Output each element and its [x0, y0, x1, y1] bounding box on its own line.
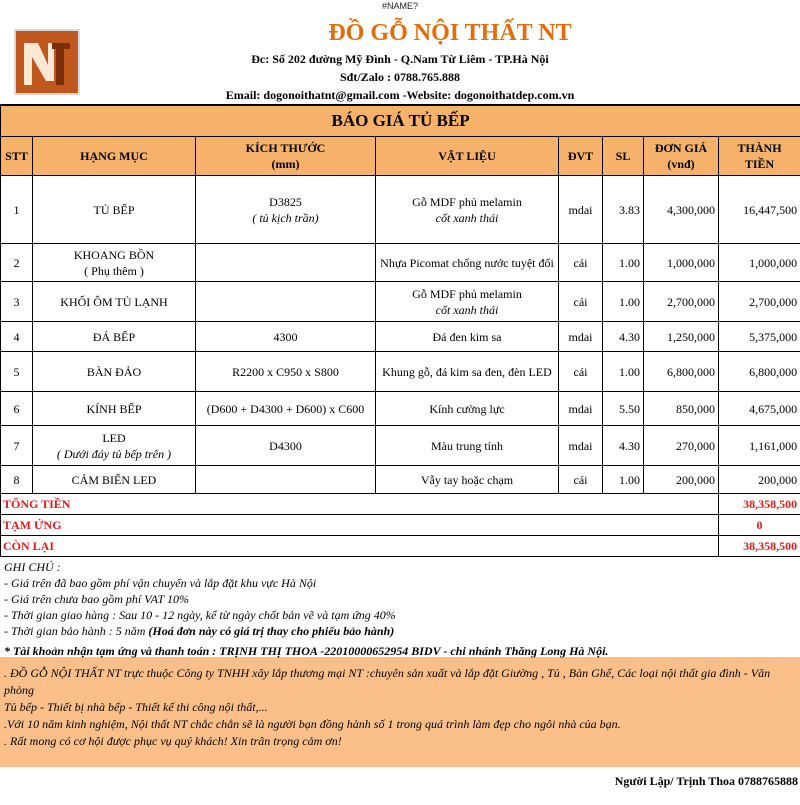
col-header-unit: ĐVT	[559, 137, 603, 176]
cell-total: 16,447,500	[719, 176, 800, 244]
table-row	[1, 466, 800, 494]
cell-qty: 1.00	[603, 282, 644, 322]
cell-material: Gỗ MDF phủ melamin cốt xanh thái	[376, 282, 559, 322]
cell-stt: 4	[1, 322, 33, 352]
nt-logo-icon	[16, 31, 78, 93]
advance-row	[1, 515, 800, 536]
intro-line: . Rất mong có cơ hội được phục vụ quý khách! Xin trân trọng cảm ơn!	[4, 734, 342, 748]
table-row	[1, 244, 800, 282]
cell-price: 270,000	[644, 426, 719, 466]
formula-error-text: #NAME?	[381, 1, 418, 11]
cell-price: 1,250,000	[644, 322, 719, 352]
cell-total: 5,375,000	[719, 322, 800, 352]
remaining-value: 38,358,500	[719, 536, 800, 557]
cell-qty: 1.00	[603, 244, 644, 282]
cell-unit: cái	[559, 244, 603, 282]
cell-item: LED ( Dưới đáy tủ bếp trên )	[33, 426, 196, 466]
cell-size: (D600 + D4300 + D600) x C600	[196, 392, 376, 426]
intro-line: . ĐỒ GỖ NỘI THẤT NT trực thuộc Công ty TNHH xây lắp thương mại NT :chuyên sản xuất và lắp đặt Giường , Tủ , Bàn Ghế, Các loại nội thất gia đình - Văn phòng	[4, 666, 771, 697]
cell-stt: 5	[1, 352, 33, 392]
cell-stt: 2	[1, 244, 33, 282]
cell-qty: 3.83	[603, 176, 644, 244]
notes-heading: GHI CHÚ :	[4, 560, 61, 574]
table-row	[1, 176, 800, 244]
cell-size	[196, 244, 376, 282]
col-header-total: THÀNH TIỀN	[719, 137, 800, 176]
company-intro	[0, 657, 800, 767]
cell-material: Kính cường lực	[376, 392, 559, 426]
cell-price: 6,800,000	[644, 352, 719, 392]
cell-item: TỦ BẾP	[33, 176, 196, 244]
cell-material: Vẫy tay hoặc chạm	[376, 466, 559, 494]
cell-unit: mdai	[559, 322, 603, 352]
cell-price: 2,700,000	[644, 282, 719, 322]
cell-qty: 4.30	[603, 322, 644, 352]
cell-item: KHỐI ÔM TỦ LẠNH	[33, 282, 196, 322]
advance-label: TẠM ỨNG	[1, 515, 719, 536]
cell-size: D3825 ( tủ kịch trần)	[196, 176, 376, 244]
cell-material: Khung gỗ, đá kim sa đen, đèn LED	[376, 352, 559, 392]
total-row	[1, 494, 800, 515]
col-header-price: ĐƠN GIÁ (vnđ)	[644, 137, 719, 176]
company-phone: Sđt/Zalo : 0788.765.888	[339, 70, 460, 84]
cell-price: 200,000	[644, 466, 719, 494]
advance-value: 0	[719, 515, 800, 536]
bank-account-note: * Tài khoản nhận tạm ứng và thanh toán : TRỊNH THỊ THOA -22010000652954 BIDV - chi nhánh Thăng Long Hà Nội.	[4, 644, 609, 658]
note-warranty-emphasis: (Hoá đơn này có giá trị thay cho phiếu bảo hành)	[148, 624, 395, 638]
cell-stt: 7	[1, 426, 33, 466]
intro-line: .Với 10 năm kinh nghiệm, Nội thất NT chắc chắn sẽ là người bạn đồng hành số 1 trong quá trình làm đẹp cho ngôi nhà của bạn.	[4, 717, 621, 731]
cell-size	[196, 466, 376, 494]
cell-material: Gỗ MDF phủ melamin cốt xanh thái	[376, 176, 559, 244]
cell-total: 200,000	[719, 466, 800, 494]
table-row	[1, 352, 800, 392]
company-logo	[14, 29, 80, 95]
cell-size: D4300	[196, 426, 376, 466]
table-row	[1, 322, 800, 352]
cell-item: KHOANG BỒN ( Phụ thêm )	[33, 244, 196, 282]
table-row	[1, 282, 800, 322]
cell-price: 1,000,000	[644, 244, 719, 282]
cell-size: R2200 x C950 x S800	[196, 352, 376, 392]
notes-section	[0, 557, 800, 658]
cell-total: 6,800,000	[719, 352, 800, 392]
note-line: - Thời gian bảo hành : 5 năm (Hoá đơn này có giá trị thay cho phiếu bảo hành)	[4, 624, 395, 638]
cell-size	[196, 282, 376, 322]
cell-material: Đá đen kim sa	[376, 322, 559, 352]
intro-line: Tủ bếp - Thiết bị nhà bếp - Thiết kế thi công nội thất,...	[4, 700, 268, 714]
col-header-size: KÍCH THƯỚC (mm)	[196, 137, 376, 176]
cell-unit: cái	[559, 466, 603, 494]
quotation-table	[0, 104, 800, 557]
cell-stt: 1	[1, 176, 33, 244]
cell-qty: 1.00	[603, 352, 644, 392]
cell-total: 2,700,000	[719, 282, 800, 322]
cell-unit: cái	[559, 282, 603, 322]
note-line: - Giá trên đã bao gồm phí vận chuyển và lắp đặt khu vực Hà Nội	[4, 576, 317, 590]
cell-qty: 5.50	[603, 392, 644, 426]
total-label: TỔNG TIỀN	[1, 494, 719, 515]
cell-unit: cái	[559, 352, 603, 392]
col-header-qty: SL	[603, 137, 644, 176]
cell-total: 4,675,000	[719, 392, 800, 426]
company-name: ĐỒ GỖ NỘI THẤT NT	[328, 20, 572, 46]
table-row	[1, 426, 800, 466]
cell-qty: 4.30	[603, 426, 644, 466]
total-value: 38,358,500	[719, 494, 800, 515]
company-address: Đc: Số 202 đường Mỹ Đình - Q.Nam Từ Liêm - TP.Hà Nội	[251, 52, 549, 66]
cell-unit: mdai	[559, 426, 603, 466]
cell-item: ĐÁ BẾP	[33, 322, 196, 352]
table-row	[1, 392, 800, 426]
note-line: - Giá trên chưa bao gồm phí VAT 10%	[4, 592, 189, 606]
quotation-title: BÁO GIÁ TỦ BẾP	[1, 105, 800, 137]
cell-unit: mdai	[559, 392, 603, 426]
cell-total: 1,000,000	[719, 244, 800, 282]
cell-material: Nhựa Picomat chống nước tuyệt đối	[376, 244, 559, 282]
cell-material: Màu trung tính	[376, 426, 559, 466]
col-header-stt: STT	[1, 137, 33, 176]
company-contact: Email: dogonoithatnt@gmail.com -Website: dogonoithatdep.com.vn	[225, 88, 575, 102]
cell-stt: 3	[1, 282, 33, 322]
signature: Người Lập/ Trịnh Thoa 0788765888	[614, 774, 798, 788]
cell-size: 4300	[196, 322, 376, 352]
cell-item: CẢM BIẾN LED	[33, 466, 196, 494]
note-line: - Thời gian giao hàng : Sau 10 - 12 ngày, kể từ ngày chốt bản vẽ và tạm ứng 40%	[4, 608, 396, 622]
cell-stt: 8	[1, 466, 33, 494]
remaining-label: CÒN LẠI	[1, 536, 719, 557]
remaining-row	[1, 536, 800, 557]
cell-total: 1,161,000	[719, 426, 800, 466]
cell-price: 4,300,000	[644, 176, 719, 244]
cell-qty: 1.00	[603, 466, 644, 494]
col-header-item: HẠNG MỤC	[33, 137, 196, 176]
cell-stt: 6	[1, 392, 33, 426]
company-header	[0, 12, 800, 104]
cell-item: BÀN ĐẢO	[33, 352, 196, 392]
cell-price: 850,000	[644, 392, 719, 426]
col-header-material: VẬT LIỆU	[376, 137, 559, 176]
cell-unit: mdai	[559, 176, 603, 244]
cell-item: KÍNH BẾP	[33, 392, 196, 426]
